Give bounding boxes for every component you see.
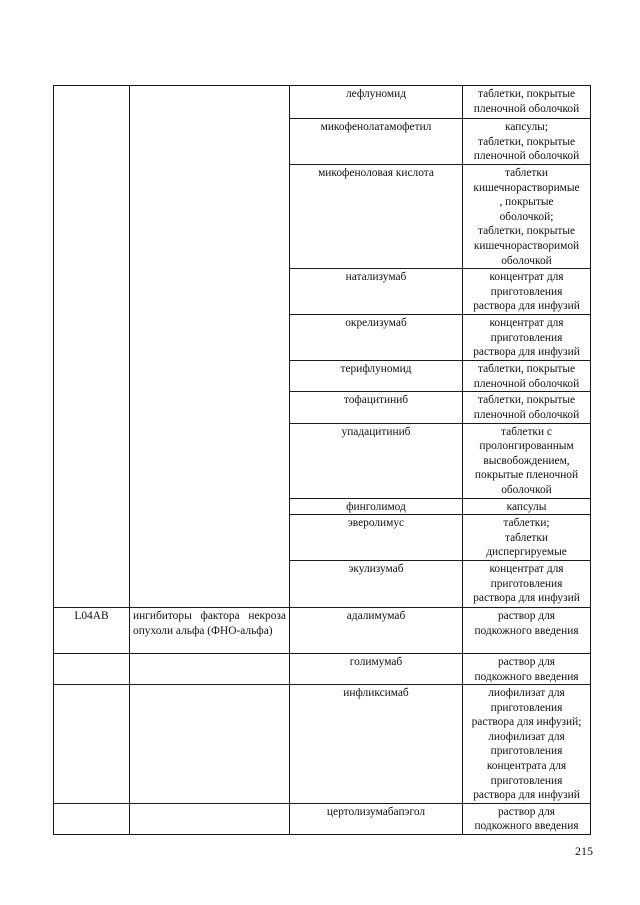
table-row xyxy=(54,803,591,834)
drug-name-cell: тофацитиниб xyxy=(290,392,463,423)
atc-code-cell xyxy=(54,86,130,608)
dosage-form-cell: таблетки, покрытые пленочной оболочкой xyxy=(463,361,591,392)
drug-name-cell: натализумаб xyxy=(290,269,463,315)
dosage-form-cell: капсулы xyxy=(463,498,591,515)
dosage-form-cell: концентрат для приготовления раствора для инфузий xyxy=(463,269,591,315)
dosage-form-cell: капсулы; таблетки, покрытые пленочной оболочкой xyxy=(463,119,591,165)
dosage-form-cell: концентрат для приготовления раствора для инфузий xyxy=(463,560,591,607)
dosage-form-cell: раствор для подкожного введения xyxy=(463,803,591,834)
group-name-cell: ингибиторы фактора некроза опухоли альфа (ФНО-альфа) xyxy=(130,607,290,653)
page-number: 215 xyxy=(575,844,593,858)
group-name-cell xyxy=(130,803,290,834)
group-name-cell xyxy=(130,685,290,804)
drug-name-cell: терифлуномид xyxy=(290,361,463,392)
atc-code-cell xyxy=(54,653,130,684)
atc-code-cell xyxy=(54,685,130,804)
dosage-form-cell: таблетки с пролонгированным высвобождением, покрытые пленочной оболочкой xyxy=(463,423,591,498)
dosage-form-cell: таблетки, покрытые пленочной оболочкой xyxy=(463,392,591,423)
drug-name-cell: цертолизумабапэгол xyxy=(290,803,463,834)
drug-name-cell: инфликсимаб xyxy=(290,685,463,804)
table-row xyxy=(54,653,591,684)
drug-name-cell: упадацитиниб xyxy=(290,423,463,498)
drug-name-cell: эверолимус xyxy=(290,515,463,561)
drug-name-cell: экулизумаб xyxy=(290,560,463,607)
group-name-cell xyxy=(130,653,290,684)
dosage-form-cell: концентрат для приготовления раствора для инфузий xyxy=(463,315,591,361)
dosage-form-cell: таблетки кишечнорастворимые , покрытые оболочкой; таблетки, покрытые кишечнорастворимой оболочкой xyxy=(463,165,591,269)
drug-name-cell: микофенолатамофетил xyxy=(290,119,463,165)
table-row xyxy=(54,607,591,653)
dosage-form-cell: раствор для подкожного введения xyxy=(463,653,591,684)
drug-name-cell: лефлуномид xyxy=(290,86,463,119)
atc-code-cell: L04AB xyxy=(54,607,130,653)
dosage-form-cell: лиофилизат для приготовления раствора для инфузий; лиофилизат для приготовления концентрата для приготовления раствора для инфузий xyxy=(463,685,591,804)
atc-code-cell xyxy=(54,803,130,834)
group-name-cell xyxy=(130,86,290,608)
drug-name-cell: микофеноловая кислота xyxy=(290,165,463,269)
drug-name-cell: финголимод xyxy=(290,498,463,515)
table-row xyxy=(54,685,591,804)
drug-name-cell: адалимумаб xyxy=(290,607,463,653)
medication-table xyxy=(53,85,591,835)
drug-name-cell: окрелизумаб xyxy=(290,315,463,361)
dosage-form-cell: таблетки, покрытые пленочной оболочкой xyxy=(463,86,591,119)
drug-name-cell: голимумаб xyxy=(290,653,463,684)
table-row xyxy=(54,86,591,119)
dosage-form-cell: таблетки; таблетки диспергируемые xyxy=(463,515,591,561)
dosage-form-cell: раствор для подкожного введения xyxy=(463,607,591,653)
